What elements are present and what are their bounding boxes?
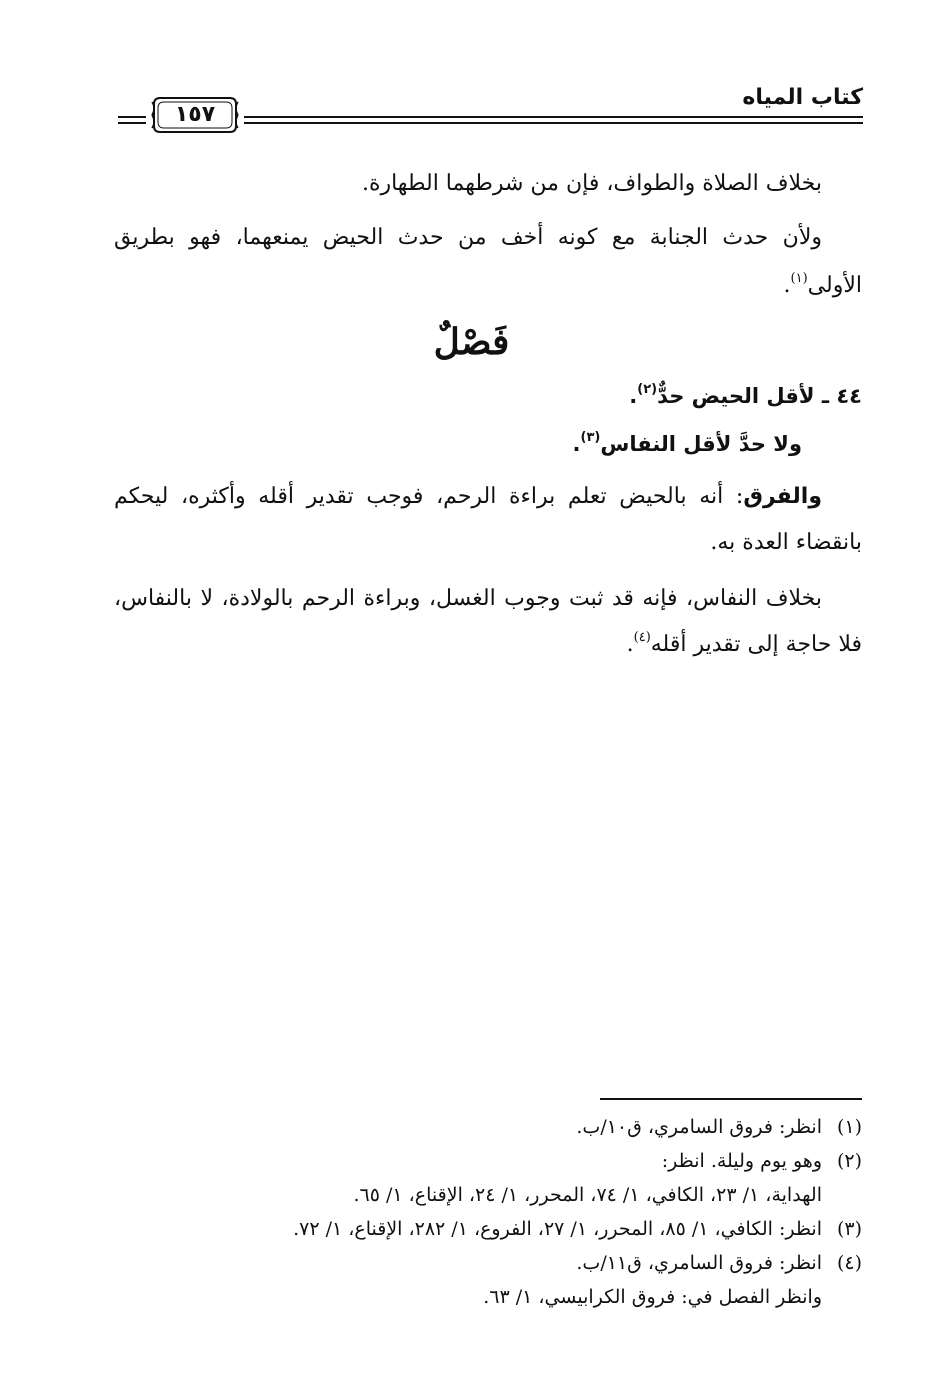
rule-text: ٤٤ ـ لأقل الحيض حدٌّ	[657, 384, 862, 408]
footnote-continuation: وانظر الفصل في: فروق الكرابيسي، ١/ ٦٣.	[483, 1286, 822, 1308]
section-heading-text: فَصْلٌ	[433, 321, 510, 363]
footnote-marker: (٤)	[836, 1252, 862, 1274]
punctuation: .	[572, 432, 581, 456]
paragraph	[114, 160, 862, 208]
footnote	[114, 1246, 862, 1280]
footnote-separator	[600, 1098, 862, 1100]
footnote	[114, 1110, 862, 1144]
explanation-text	[114, 474, 862, 668]
punctuation: .	[626, 632, 634, 657]
footnote-ref[interactable]: (٤)	[633, 630, 651, 645]
paragraph	[114, 214, 862, 310]
header-rule-left-double	[118, 122, 146, 124]
rule-text: ولا حدَّ لأقل النفاس	[600, 432, 802, 456]
chapter-title: كتاب المياه	[742, 85, 863, 110]
footnote-marker: (٣)	[836, 1218, 862, 1240]
paragraph	[114, 576, 862, 668]
punctuation: .	[629, 384, 638, 408]
paragraph-text: بخلاف النفاس، فإنه قد ثبت وجوب الغسل، وبراءة الرحم بالولادة، لا بالنفاس، فلا حاجة إلى تقدير أقله	[114, 586, 862, 657]
opening-text	[114, 160, 862, 310]
footnote-marker: (٢)	[836, 1150, 862, 1172]
section-heading	[0, 318, 937, 366]
page-number-frame	[150, 94, 240, 136]
footnotes	[114, 1110, 862, 1314]
paragraph-text: بخلاف الصلاة والطواف، فإن من شرطهما الطهارة.	[361, 171, 822, 196]
footnote-ref[interactable]: (١)	[790, 271, 808, 286]
footnote-ref[interactable]: (٢)	[637, 382, 658, 397]
footnote-text: انظر: فروق السامري، ق١٠/ب.	[576, 1116, 822, 1138]
bold-term: والفرق	[743, 484, 822, 509]
footnote	[114, 1144, 862, 1178]
header-rule-double	[244, 122, 863, 124]
footnote	[114, 1212, 862, 1246]
paragraph-text: : أنه بالحيض تعلم براءة الرحم، فوجب تقدير أقله وأكثره، ليحكم بانقضاء العدة به.	[114, 484, 862, 555]
header-rule	[244, 116, 863, 118]
punctuation: .	[783, 273, 791, 298]
footnote-text: وهو يوم وليلة. انظر:	[661, 1150, 822, 1172]
header-rule-left	[118, 116, 146, 118]
footnote-continuation: الهداية، ١/ ٢٣، الكافي، ١/ ٧٤، المحرر، ١/ ٢٤، الإقناع، ١/ ٦٥.	[353, 1184, 822, 1206]
paragraph-text: ولأن حدث الجنابة مع كونه أخف من حدث الحيض يمنعهما، فهو بطريق الأولى	[114, 225, 862, 298]
page-number: ١٥٧	[174, 102, 216, 127]
paragraph	[114, 474, 862, 566]
rule-statements	[114, 372, 862, 468]
footnote-marker: (١)	[836, 1116, 862, 1138]
footnote-ref[interactable]: (٣)	[580, 430, 601, 445]
page-header	[118, 80, 863, 140]
rule-line	[114, 372, 862, 420]
rule-line	[114, 420, 862, 468]
footnote-text: انظر: الكافي، ١/ ٨٥، المحرر، ١/ ٢٧، الفروع، ١/ ٢٨٢، الإقناع، ١/ ٧٢.	[293, 1218, 822, 1240]
footnote-text: انظر: فروق السامري، ق١١/ب.	[576, 1252, 822, 1274]
